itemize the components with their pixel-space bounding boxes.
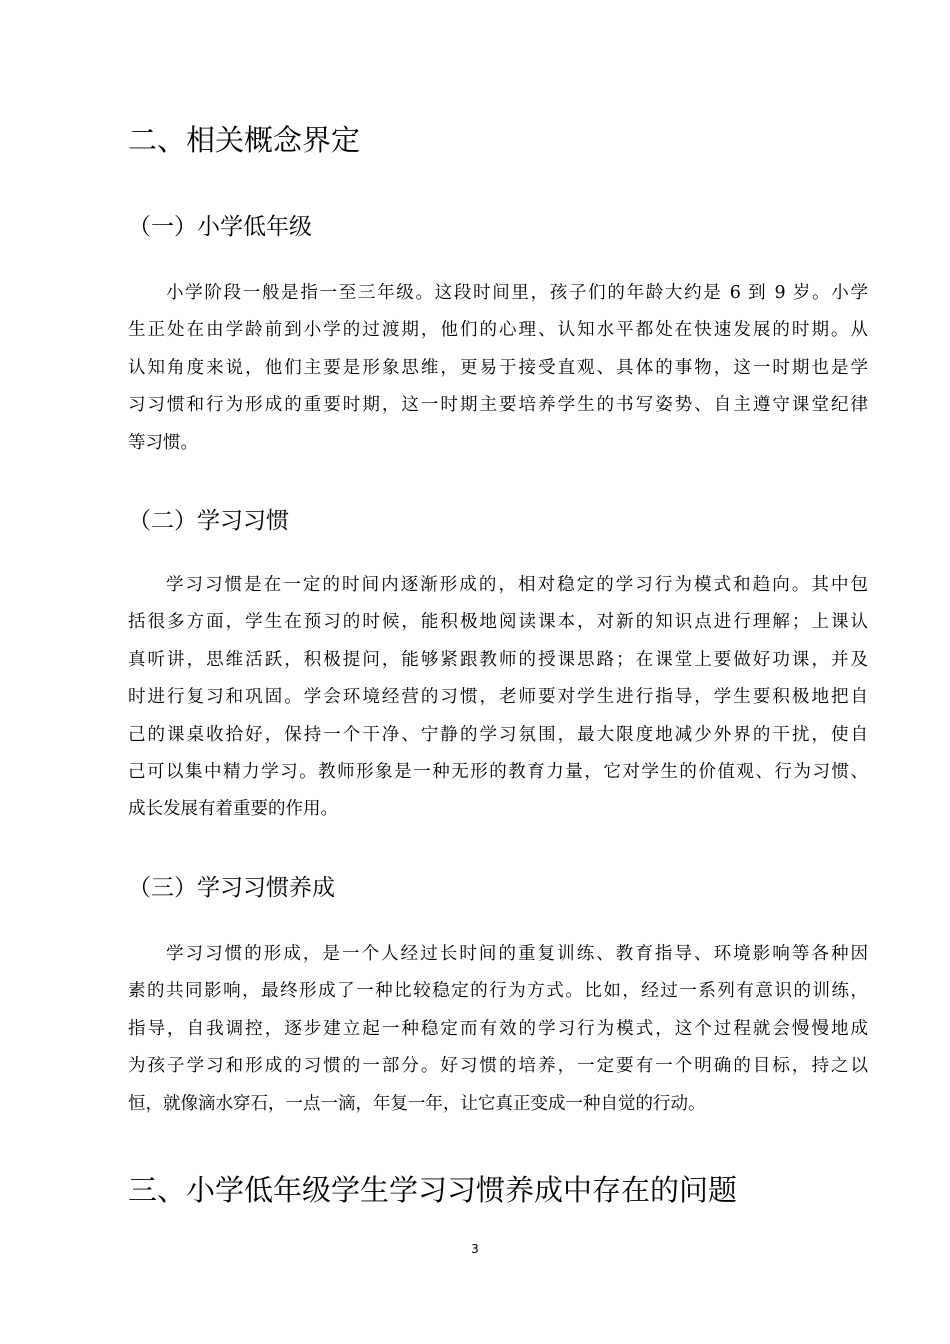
paragraph-line: 学习习惯的形成，是一个人经过长时间的重复训练、教育指导、环境影响等各种因 <box>166 944 868 964</box>
paragraph-line: 恒，就像滴水穿石，一点一滴，年复一年，让它真正变成一种自觉的行动。 <box>128 1093 706 1114</box>
subsection-heading-2: （二）学习习惯 <box>128 508 289 534</box>
paragraph-line: 认知角度来说，他们主要是形象思维，更易于接受直观、具体的事物，这一时期也是学 <box>128 357 868 378</box>
paragraph-learning-habits <box>128 567 868 829</box>
paragraph-line: 素的共同影响，最终形成了一种比较稳定的行为方式。比如，经过一系列有意识的训练， <box>128 981 868 1002</box>
paragraph-line: 生正处在由学龄前到小学的过渡期，他们的心理、认知水平都处在快速发展的时期。从 <box>128 320 868 341</box>
paragraph-line: 真听讲，思维活跃，积极提问，能够紧跟教师的授课思路；在课堂上要做好功课，并及 <box>128 649 868 670</box>
paragraph-line: 括很多方面，学生在预习的时候，能积极地阅读课本，对新的知识点进行理解；上课认 <box>128 612 868 633</box>
paragraph-line: 习习惯和行为形成的重要时期，这一时期主要培养学生的书写姿势、自主遵守课堂纪律 <box>128 395 868 416</box>
paragraph-line: 学习习惯是在一定的时间内逐渐形成的，相对稳定的学习行为模式和趋向。其中包 <box>166 575 868 595</box>
paragraph-line: 小学阶段一般是指一至三年级。这段时间里，孩子们的年龄大约是 6 到 9 岁。小学 <box>166 283 868 303</box>
paragraph-line: 等习惯。 <box>128 432 198 453</box>
subsection-heading-3: （三）学习习惯养成 <box>128 875 335 901</box>
paragraph-primary-lower-grades <box>128 275 868 462</box>
paragraph-line: 指导，自我调控，逐步建立起一种稳定而有效的学习行为模式，这个过程就会慢慢地成 <box>128 1018 868 1039</box>
paragraph-line: 成长发展有着重要的作用。 <box>128 799 338 820</box>
paragraph-line: 时进行复习和巩固。学会环境经营的习惯，老师要对学生进行指导，学生要积极地把自 <box>128 687 868 708</box>
paragraph-line: 己可以集中精力学习。教师形象是一种无形的教育力量，它对学生的价值观、行为习惯、 <box>128 761 868 782</box>
paragraph-habit-formation <box>128 936 868 1123</box>
paragraph-line: 为孩子学习和形成的习惯的一部分。好习惯的培养，一定要有一个明确的目标，持之以 <box>128 1056 868 1077</box>
page-number: 3 <box>471 1242 479 1256</box>
paragraph-line: 己的课桌收拾好，保持一个干净、宁静的学习氛围，最大限度地减少外界的干扰，使自 <box>128 724 868 745</box>
section-heading-3: 三、小学低年级学生学习习惯养成中存在的问题 <box>128 1173 738 1207</box>
subsection-heading-1: （一）小学低年级 <box>128 214 312 240</box>
section-heading-2: 二、相关概念界定 <box>128 123 361 157</box>
